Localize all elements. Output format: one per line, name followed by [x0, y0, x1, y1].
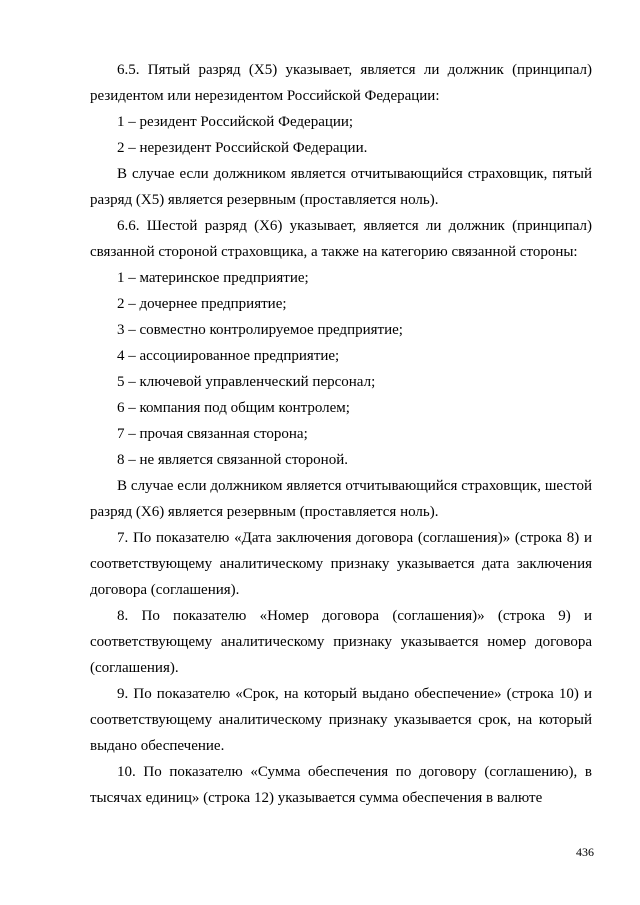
paragraph-x5-reserved: В случае если должником является отчитывающийся страховщик, пятый разряд (X5) является резервным (проставляется ноль).	[90, 166, 592, 208]
paragraph-6-5: 6.5. Пятый разряд (X5) указывает, является ли должник (принципал) резидентом или нерезидентом Российской Федерации:	[90, 62, 592, 104]
list-item-associate: 4 – ассоциированное предприятие;	[117, 348, 340, 364]
paragraph-7: 7. По показателю «Дата заключения договора (соглашения)» (строка 8) и соответствующему аналитическому признаку указывается дата заключения договора (соглашения).	[90, 530, 592, 598]
list-item-parent-company: 1 – материнское предприятие;	[117, 270, 309, 286]
list-item-not-related: 8 – не является связанной стороной.	[117, 452, 348, 468]
paragraph-10: 10. По показателю «Сумма обеспечения по договору (соглашению), в тысячах единиц» (строка 12) указывается сумма обеспечения в валюте	[90, 764, 592, 806]
document-body	[90, 57, 592, 811]
paragraph-8: 8. По показателю «Номер договора (соглашения)» (строка 9) и соответствующему аналитическому признаку указывается номер договора (соглашения).	[90, 608, 592, 676]
paragraph-6-6: 6.6. Шестой разряд (X6) указывает, является ли должник (принципал) связанной стороной страховщика, а также на категорию связанной стороны:	[90, 218, 592, 260]
list-item-key-personnel: 5 – ключевой управленческий персонал;	[117, 374, 376, 390]
list-item-other-related: 7 – прочая связанная сторона;	[117, 426, 308, 442]
list-item-common-control: 6 – компания под общим контролем;	[117, 400, 350, 416]
page-number: 436	[576, 845, 594, 859]
list-item-resident: 1 – резидент Российской Федерации;	[117, 114, 354, 130]
paragraph-9: 9. По показателю «Срок, на который выдано обеспечение» (строка 10) и соответствующему аналитическому признаку указывается срок, на который выдано обеспечение.	[90, 686, 592, 754]
list-item-nonresident: 2 – нерезидент Российской Федерации.	[117, 140, 368, 156]
paragraph-x6-reserved: В случае если должником является отчитывающийся страховщик, шестой разряд (X6) является резервным (проставляется ноль).	[90, 478, 592, 520]
list-item-subsidiary: 2 – дочернее предприятие;	[117, 296, 287, 312]
list-item-joint-venture: 3 – совместно контролируемое предприятие;	[117, 322, 403, 338]
